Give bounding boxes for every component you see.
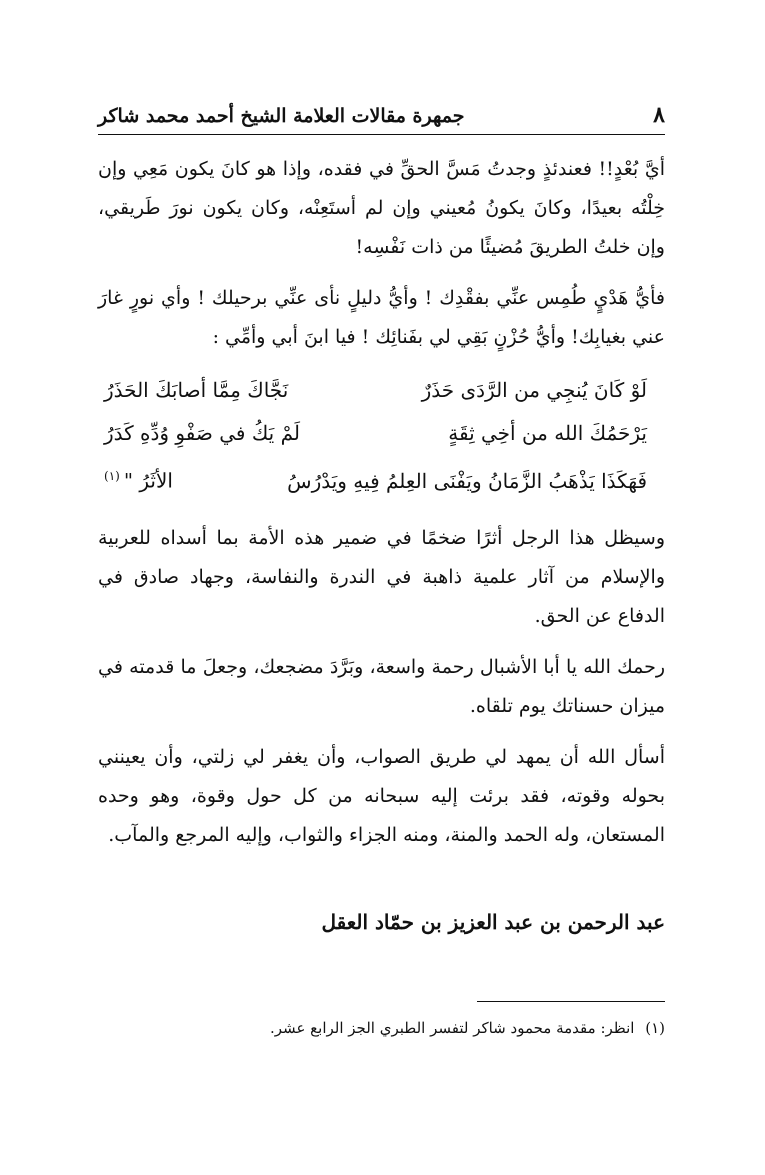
page-header [98, 98, 665, 135]
paragraph: فأيُّ هَدْيٍ طُمِس عنِّي بفقْدِك ! وأيُّ دليلٍ نأى عنِّي برحيلك ! وأي نورٍ غارَ عني بغيابِك! وأيُّ حُزْنٍ بَقِي لي بفَنائِك ! فيا ابنَ أبي وأمِّي : [98, 287, 665, 348]
paragraph: رحمك الله يا أبا الأشبال رحمة واسعة، وبَرَّدَ مضجعك، وجعلَ ما قدمته في ميزان حسناتك يوم تلقاه. [98, 655, 665, 717]
footnote-text: انظر: مقدمة محمود شاكر لتفسر الطبري الجز الرابع عشر. [270, 1019, 635, 1037]
footnote-number: (١) [645, 1019, 665, 1037]
poem-verses [98, 369, 665, 503]
verse-line [98, 369, 665, 412]
page-number: ٨ [653, 102, 665, 128]
verse-second-hemistich [104, 455, 173, 503]
verse-second-hemistich-text: الأثَرُ " [123, 468, 173, 493]
paragraph: وسيظل هذا الرجل أثرًا ضخمًا في ضمير هذه الأمة بما أسداه للعربية والإسلام من آثار علمية ذاهبة في الندرة والنفاسة، وجهاد صادق في الدفاع عن الحق. [98, 526, 665, 627]
verse-line [98, 455, 665, 503]
verse-first-hemistich: فَهَكَذَا يَذْهَبُ الزَّمَانُ ويَفْنَى العِلمُ فِيهِ ويَدْرُسُ [287, 468, 647, 493]
running-title: جمهرة مقالات العلامة الشيخ أحمد محمد شاكر [98, 105, 465, 127]
footnote-reference: (١) [104, 469, 120, 483]
verse-second-hemistich: لَمْ يَكُ في صَفْوِ وُدِّهِ كَدَرُ [104, 421, 300, 445]
verse-first-hemistich: لَوْ كَانَ يُنجِي من الرَّدَى حَذَرٌ [421, 378, 647, 402]
footnote [98, 1015, 665, 1041]
verse-second-hemistich: نَجَّاكَ مِمَّا أصابَكَ الحَذَرُ [104, 378, 289, 402]
paragraph: أسأل الله أن يمهد لي طريق الصواب، وأن يغفر لي زلتي، وأن يعينني بحوله وقوته، فقد برئت إليه سبحانه من كل حول وقوة، وهو وحده المستعان، وله الحمد والمنة، ومنه الجزاء والثواب، وإليه المرجع والمآب. [98, 745, 665, 846]
paragraph: أيَّ بُعْدٍ!! فعندئذٍ وجدتُ مَسَّ الحقِّ في فقده، وإذا هو كانَ يكون مَعِي وإن خِلْتُه بعيدًا، وكانَ يكونُ مُعيني وإن لم أستَعِنْه، وكان يكون نورَ طَريقي، وإن خلتُ الطريقَ مُضيئًا من ذات نَفْسِه! [98, 158, 665, 258]
footnote-separator [477, 1001, 665, 1002]
verse-first-hemistich: يَرْحَمُكَ الله من أخِي ثِقَةٍ [448, 421, 647, 445]
verse-line [98, 412, 665, 455]
author-signature: عبد الرحمن بن عبد العزيز بن حمّاد العقل [321, 910, 665, 934]
article-body [98, 150, 665, 855]
